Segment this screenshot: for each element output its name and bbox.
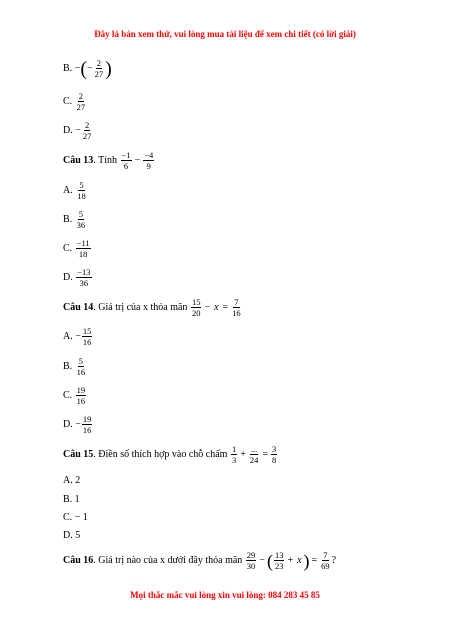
fraction: $\frac{1}{3}$ xyxy=(231,444,237,465)
option-q15-c[interactable]: C. − 1 xyxy=(63,512,88,523)
fraction: $\frac{5}{16}$ xyxy=(76,356,86,377)
option-q13-b[interactable]: B. $\frac{5}{36}$ xyxy=(63,209,86,230)
fraction: $\frac{7}{69}$ xyxy=(321,550,330,571)
fraction: $\frac{-13}{36}$ xyxy=(77,267,91,288)
fraction: $\frac{19}{16}$ xyxy=(76,385,86,406)
fraction: $\frac{5}{36}$ xyxy=(76,209,86,230)
question-15: Câu 15 . Điền số thích hợp vào chỗ chấm $\frac{1}{3}$ + $\frac{...}{24}$ = $\frac{3}{8}$ xyxy=(63,444,277,465)
question-16: Câu 16 . Giá trị nào của x dưới đây thỏa mãn $\frac{29}{30}$ − ( $\frac{13}{23}$ + x ) = $\frac{7}{69}$ ? xyxy=(63,550,337,571)
fraction: $\frac{5}{18}$ xyxy=(77,180,86,201)
fraction: $\frac{-4}{9}$ xyxy=(144,150,154,171)
option-q15-d[interactable]: D. 5 xyxy=(63,530,81,541)
fraction: $\frac{3}{8}$ xyxy=(271,444,277,465)
fraction: $\frac{29}{30}$ xyxy=(246,550,256,571)
question-14: Câu 14 . Giá trị của x thỏa mãn $\frac{15}{20}$ − x = $\frac{7}{16}$ xyxy=(63,297,241,318)
fraction: $\frac{2}{27}$ xyxy=(76,91,86,112)
fraction: $\frac{-11}{18}$ xyxy=(76,238,90,259)
fraction: $\frac{2}{27}$ xyxy=(94,58,104,79)
preview-notice-banner: Đây là bản xem thử, vui lòng mua tài liệu để xem chi tiết (có lời giải) xyxy=(94,29,356,39)
option-q14-a[interactable]: A. − $\frac{15}{16}$ xyxy=(63,326,92,347)
contact-notice-banner: Mọi thắc mắc vui lòng xin vui lòng: 084 283 45 85 xyxy=(130,590,320,600)
option-q12-b[interactable]: B. − ( − $\frac{2}{27}$ ) xyxy=(63,57,112,80)
fraction: $\frac{19}{16}$ xyxy=(82,414,92,435)
fraction: $\frac{13}{23}$ xyxy=(274,550,284,571)
fraction: $\frac{15}{16}$ xyxy=(82,326,92,347)
option-q15-b[interactable]: B. 1 xyxy=(63,494,80,505)
option-q14-b[interactable]: B. $\frac{5}{16}$ xyxy=(63,356,86,377)
fraction: $\frac{...}{24}$ xyxy=(249,444,259,465)
option-q13-a[interactable]: A. $\frac{5}{18}$ xyxy=(63,180,86,201)
question-13: Câu 13 . Tính $\frac{-1}{6}$ − $\frac{-4}{9}$ xyxy=(63,150,154,171)
fraction: $\frac{7}{16}$ xyxy=(232,297,241,318)
option-q14-c[interactable]: C. $\frac{19}{16}$ xyxy=(63,385,86,406)
option-q12-c[interactable]: C. $\frac{2}{27}$ xyxy=(63,91,86,112)
fraction: $\frac{-1}{6}$ xyxy=(121,150,131,171)
option-q13-c[interactable]: C. $\frac{-11}{18}$ xyxy=(63,238,90,259)
fraction: $\frac{15}{20}$ xyxy=(191,297,201,318)
option-q12-d[interactable]: D. − $\frac{2}{27}$ xyxy=(63,120,92,141)
fraction: $\frac{2}{27}$ xyxy=(82,120,92,141)
option-q15-a[interactable]: A. 2 xyxy=(63,475,81,486)
option-q13-d[interactable]: D. $\frac{-13}{36}$ xyxy=(63,267,91,288)
option-q14-d[interactable]: D. − $\frac{19}{16}$ xyxy=(63,414,92,435)
